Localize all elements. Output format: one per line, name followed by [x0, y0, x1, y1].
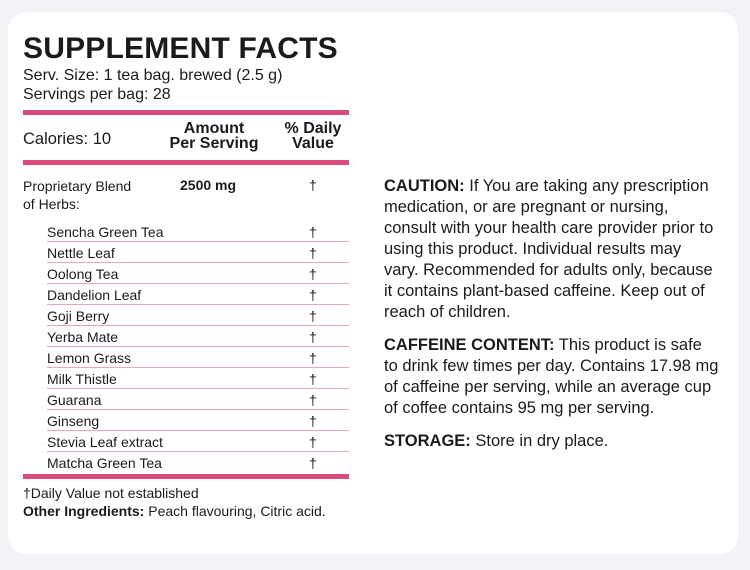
amount-header: Amount Per Serving	[169, 120, 259, 152]
servings-per-bag: Servings per bag: 28	[23, 86, 171, 103]
ingredient-row: Stevia Leaf extract †	[47, 431, 349, 452]
ingredient-row: Lemon Grass †	[47, 347, 349, 368]
ingredient-row: Nettle Leaf †	[47, 242, 349, 263]
caution-paragraph: CAUTION: If You are taking any prescription medication, or are pregnant or nursing, consult with your health care provider prior to using this product. Individual results may vary. Recommended for adults only, because it contains plant-based caffeine. Keep out of reach of children.	[384, 177, 714, 321]
caffeine-paragraph: CAFFEINE CONTENT: This product is safe to drink few times per day. Contains 17.98 mg of caffeine per serving, while an average cup of coffee contains 95 mg per serving.	[384, 336, 719, 417]
calories: Calories: 10	[23, 130, 112, 148]
other-ingredients: Other Ingredients: Peach flavouring, Citric acid.	[23, 503, 326, 519]
blend-name: Proprietary Blend of Herbs:	[23, 178, 132, 212]
ingredient-row: Oolong Tea †	[47, 263, 349, 284]
ingredient-row: Matcha Green Tea †	[47, 455, 317, 471]
ingredient-row: Guarana †	[47, 389, 349, 410]
daily-value-header: % Daily Value	[284, 120, 342, 152]
facts-header-row	[23, 115, 349, 160]
ingredient-row: Ginseng †	[47, 410, 349, 431]
serving-size: Serv. Size: 1 tea bag. brewed (2.5 g)	[23, 67, 283, 84]
supplement-facts-panel	[23, 22, 349, 520]
ingredient-row: Goji Berry †	[47, 305, 349, 326]
ingredient-row: Sencha Green Tea †	[47, 221, 349, 242]
ingredient-row: Dandelion Leaf †	[47, 284, 349, 305]
ingredient-list	[47, 221, 349, 472]
info-column	[384, 176, 720, 464]
blend-dv-dagger: †	[309, 177, 317, 193]
ingredient-row: Milk Thistle †	[47, 368, 349, 389]
blend-amount: 2500 mg	[180, 177, 237, 193]
daily-value-note: †Daily Value not established	[23, 485, 199, 501]
ingredient-row: Yerba Mate †	[47, 326, 349, 347]
bottom-divider	[23, 474, 349, 479]
storage-paragraph: STORAGE: Store in dry place.	[384, 432, 609, 450]
proprietary-blend-row	[23, 165, 349, 221]
facts-title: SUPPLEMENT FACTS	[23, 32, 338, 65]
